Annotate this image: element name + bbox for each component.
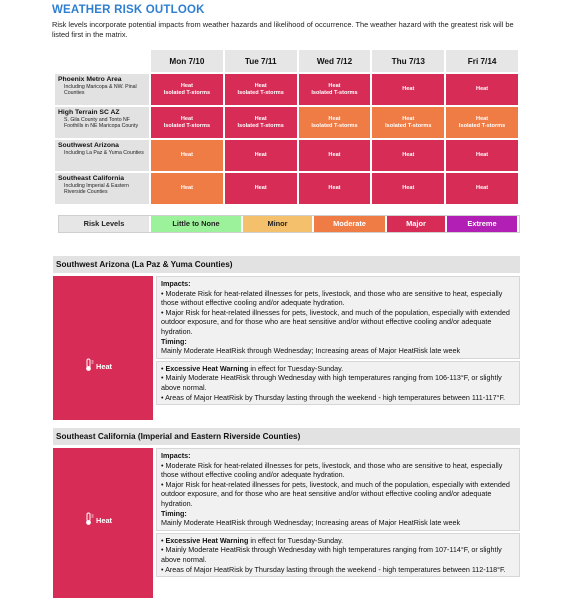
section-southeast-california	[53, 428, 520, 598]
risk-cell-hazard: Isolated T-storms	[163, 122, 211, 129]
section-body	[53, 273, 520, 420]
risk-cell	[298, 73, 372, 106]
risk-cell-hazard: Isolated T-storms	[311, 89, 358, 96]
region-name: Southwest Arizona	[58, 142, 119, 149]
risk-cell-hazard: Heat	[402, 185, 415, 191]
risk-cell	[298, 172, 372, 205]
warning-text: in effect for Tuesday-Sunday.	[248, 363, 344, 373]
impact-item: • Moderate Risk for heat-related illnesses for pets, livestock, and those who are sensitive to heat, especially those without effective cooling and/or adequate hydration.	[161, 460, 503, 480]
note-item: • Areas of Major HeatRisk by Thursday lasting through the weekend - high temperatures between 112-118°F.	[161, 564, 506, 574]
risk-cell-hazard: Isolated T-storms	[385, 122, 432, 129]
timing-text: Mainly Moderate HeatRisk through Wednesday; Increasing areas of Major HeatRisk late week	[161, 518, 461, 528]
section-text-column	[156, 276, 520, 420]
risk-cell-hazard: Heat	[476, 152, 489, 158]
thermometer-icon	[83, 358, 95, 372]
region-label-cell	[54, 172, 150, 205]
warning-line: • Excessive Heat Warning in effect for Tuesday-Sunday.	[161, 363, 344, 373]
risk-cell	[224, 106, 298, 139]
region-label-cell	[54, 139, 150, 172]
region-row	[54, 172, 519, 205]
section-body	[53, 445, 520, 598]
intro-text: Risk levels incorporate potential impacts from weather hazards and likelihood of occurrence. The weather hazard with the greatest risk will be listed first in the matrix.	[52, 20, 514, 39]
matrix-body	[54, 73, 519, 205]
day-header: Thu 7/13	[371, 49, 445, 73]
region-subtitle: S. Gila County and Tonto NF Foothills in NE Maricopa County	[64, 117, 139, 130]
hazard-heat-box	[53, 448, 153, 598]
risk-cell	[224, 139, 298, 172]
section-text-column	[156, 448, 520, 598]
note-item: • Mainly Moderate HeatRisk through Wednesday with high temperatures ranging from 107-114°F, or slightly above normal.	[161, 545, 502, 564]
risk-cell-hazard: Isolated T-storms	[458, 122, 506, 129]
section-header: Southeast California (Imperial and Eastern Riverside Counties)	[53, 428, 520, 445]
risk-cell-hazard: Heat	[328, 82, 341, 89]
page-title: WEATHER RISK OUTLOOK	[52, 4, 205, 16]
region-subtitle: Including Maricopa & NW. Pinal Counties	[64, 84, 137, 97]
region-name: Phoenix Metro Area	[58, 76, 122, 83]
risk-cell	[445, 139, 519, 172]
risk-cell	[150, 73, 224, 106]
impact-item: • Moderate Risk for heat-related illnesses for pets, livestock, and those who are sensitive to heat, especially those without effective cooling and/or adequate hydration.	[161, 288, 503, 308]
risk-cell	[150, 106, 224, 139]
risk-cell-hazard: Heat	[328, 115, 341, 122]
risk-cell-hazard: Heat	[476, 115, 489, 122]
region-name: High Terrain SC AZ	[58, 109, 120, 116]
region-row	[54, 106, 519, 139]
thermometer-icon	[83, 512, 95, 526]
risk-cell-hazard: Heat	[402, 115, 415, 122]
hazard-label: Heat	[96, 516, 113, 525]
risk-cell	[371, 139, 445, 172]
risk-cell	[371, 73, 445, 106]
risk-cell	[371, 106, 445, 139]
risk-cell-hazard: Heat	[180, 152, 193, 158]
section-header: Southwest Arizona (La Paz & Yuma Counties)	[53, 256, 520, 273]
risk-cell	[445, 73, 519, 106]
risk-cell-hazard: Heat	[476, 185, 489, 191]
legend-moderate: Moderate	[314, 216, 387, 232]
matrix-header-row	[54, 49, 519, 73]
region-subtitle: Including La Paz & Yuma Counties	[64, 150, 144, 156]
risk-cell-hazard: Isolated T-storms	[237, 122, 284, 129]
timing-text: Mainly Moderate HeatRisk through Wednesday; Increasing areas of Major HeatRisk late week	[161, 346, 461, 356]
timing-label: Timing:	[161, 336, 187, 346]
impacts-box	[156, 276, 520, 359]
risk-cell-hazard: Heat	[254, 185, 267, 191]
warning-box	[156, 361, 520, 405]
warning-text: in effect for Tuesday-Sunday.	[248, 535, 344, 545]
region-subtitle: Including Imperial & Eastern Riverside Counties	[64, 183, 129, 196]
risk-cell-hazard: Heat	[180, 185, 193, 191]
risk-cell-hazard: Isolated T-storms	[237, 89, 284, 96]
legend-title: Risk Levels	[59, 216, 151, 232]
region-name: Southeast California	[58, 175, 125, 182]
day-header: Wed 7/12	[298, 49, 372, 73]
risk-cell-hazard: Heat	[180, 115, 193, 122]
risk-cell-hazard: Heat	[254, 115, 267, 122]
risk-cell-hazard: Heat	[328, 152, 341, 158]
risk-cell-hazard: Heat	[180, 82, 193, 89]
risk-cell-hazard: Heat	[402, 152, 415, 158]
risk-cell-hazard: Heat	[254, 82, 267, 89]
timing-label: Timing:	[161, 508, 187, 518]
warning-box	[156, 533, 520, 577]
risk-cell-hazard: Heat	[328, 185, 341, 191]
legend-minor: Minor	[243, 216, 314, 232]
impacts-box	[156, 448, 520, 531]
matrix-corner	[54, 49, 150, 73]
hazard-label: Heat	[96, 362, 113, 371]
risk-cell	[298, 139, 372, 172]
risk-cell	[371, 172, 445, 205]
risk-matrix	[53, 48, 520, 206]
legend-little-to-none: Little to None	[151, 216, 243, 232]
note-item: • Mainly Moderate HeatRisk through Wednesday with high temperatures ranging from 106-113°F, or slightly above normal.	[161, 373, 502, 392]
risk-cell	[445, 172, 519, 205]
region-row	[54, 73, 519, 106]
impacts-label: Impacts:	[161, 279, 191, 288]
risk-legend	[58, 215, 520, 233]
warning-line: • Excessive Heat Warning in effect for Tuesday-Sunday.	[161, 535, 344, 545]
section-southwest-arizona	[53, 256, 520, 420]
day-header: Fri 7/14	[445, 49, 519, 73]
risk-cell	[150, 172, 224, 205]
legend-extreme: Extreme	[447, 216, 519, 232]
risk-cell-hazard: Heat	[254, 152, 267, 158]
region-label-cell	[54, 73, 150, 106]
risk-cell-hazard: Isolated T-storms	[163, 89, 211, 96]
region-label-cell	[54, 106, 150, 139]
risk-cell	[224, 73, 298, 106]
day-header: Tue 7/11	[224, 49, 298, 73]
risk-cell-hazard: Heat	[402, 86, 415, 92]
hazard-heat-box	[53, 276, 153, 420]
legend-major: Major	[387, 216, 447, 232]
note-item: • Areas of Major HeatRisk by Thursday lasting through the weekend - high temperatures between 111-117°F.	[161, 392, 506, 402]
risk-cell	[224, 172, 298, 205]
impacts-label: Impacts:	[161, 451, 191, 460]
risk-cell-hazard: Heat	[476, 86, 489, 92]
day-header: Mon 7/10	[150, 49, 224, 73]
risk-cell	[150, 139, 224, 172]
impact-item: • Major Risk for heat-related illnesses for pets, livestock, and much of the population, especially with extended outdoor exposure, and for those who are heat sensitive and/or without effective cooling and/or adequate hydration.	[161, 307, 510, 336]
risk-cell	[298, 106, 372, 139]
warning-title: Excessive Heat Warning	[165, 363, 249, 373]
warning-title: Excessive Heat Warning	[165, 535, 249, 545]
impact-item: • Major Risk for heat-related illnesses for pets, livestock, and much of the population, especially with extended outdoor exposure, and for those who are heat sensitive and/or without effective cooling and/or adequate hydration.	[161, 479, 510, 508]
risk-cell-hazard: Isolated T-storms	[311, 122, 358, 129]
risk-cell	[445, 106, 519, 139]
region-row	[54, 139, 519, 172]
